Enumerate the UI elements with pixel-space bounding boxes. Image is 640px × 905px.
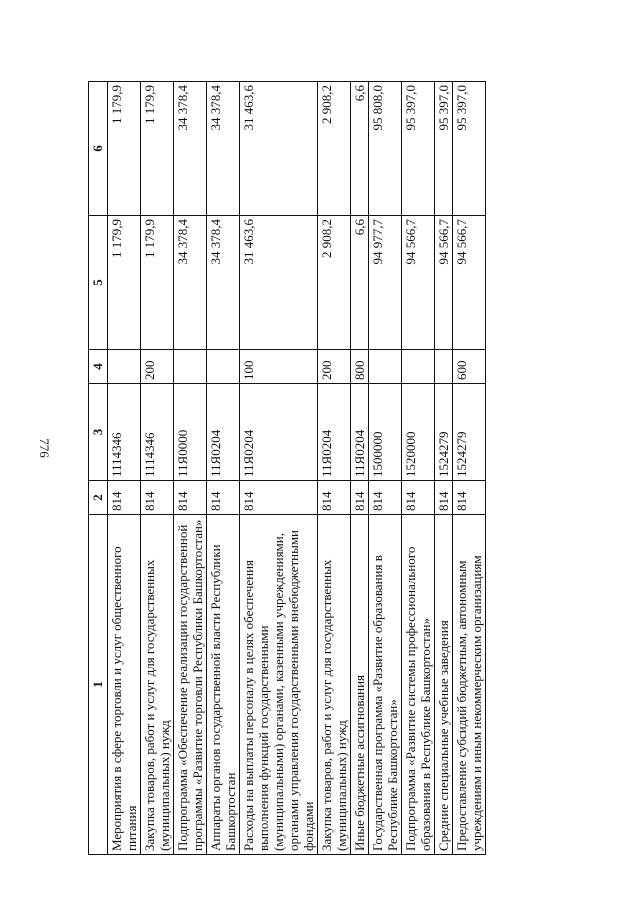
table-row [108, 82, 141, 855]
row-type-cell [174, 350, 207, 384]
budget-table [88, 81, 486, 855]
row-amount-1-cell: 31 463,6 [240, 216, 318, 350]
row-target-cell: 11Я0204 [318, 384, 351, 481]
table-row [351, 82, 369, 855]
row-code-cell: 814 [402, 481, 435, 515]
table-row [318, 82, 351, 855]
row-code-cell: 814 [369, 481, 402, 515]
row-code-cell: 814 [453, 481, 486, 515]
row-amount-2-cell: 2 908,2 [318, 82, 351, 216]
table-row [453, 82, 486, 855]
row-code-cell: 814 [174, 481, 207, 515]
row-amount-2-cell: 95 808,0 [369, 82, 402, 216]
table-header-row [89, 82, 108, 855]
table-row [240, 82, 318, 855]
row-name-cell: Расходы на выплаты персоналу в целях обеспечения выполнения функций государственными (муниципальными) органами, казенными учреждениями, органами управления государственными внебюджетными фондами [240, 515, 318, 855]
header-col-3: 3 [89, 384, 108, 481]
row-amount-1-cell: 34 378,4 [207, 216, 240, 350]
row-amount-2-cell: 1 179,9 [108, 82, 141, 216]
row-amount-1-cell: 94 566,7 [435, 216, 453, 350]
row-amount-1-cell: 6,6 [351, 216, 369, 350]
row-name-cell: Предоставление субсидий бюджетным, автономным учреждениям и иным некоммерческим организациям [453, 515, 486, 855]
row-type-cell: 600 [453, 350, 486, 384]
table-row [141, 82, 174, 855]
row-amount-2-cell: 95 397,0 [435, 82, 453, 216]
table-row [369, 82, 402, 855]
row-type-cell [435, 350, 453, 384]
table-row [435, 82, 453, 855]
header-col-6: 6 [89, 82, 108, 216]
row-name-cell: Аппараты органов государственной власти Республики Башкортостан [207, 515, 240, 855]
row-amount-1-cell: 94 566,7 [453, 216, 486, 350]
row-type-cell: 800 [351, 350, 369, 384]
row-target-cell: 11Я0204 [351, 384, 369, 481]
row-amount-2-cell: 34 378,4 [207, 82, 240, 216]
row-name-cell: Средние специальные учебные заведения [435, 515, 453, 855]
table-row [402, 82, 435, 855]
row-amount-1-cell: 1 179,9 [141, 216, 174, 350]
header-col-5: 5 [89, 216, 108, 350]
rotated-table-wrapper [88, 82, 625, 855]
row-amount-2-cell: 31 463,6 [240, 82, 318, 216]
row-type-cell: 100 [240, 350, 318, 384]
row-name-cell: Подпрограмма «Развитие системы профессионального образования в Республике Башкортостан» [402, 515, 435, 855]
row-target-cell: 1114346 [141, 384, 174, 481]
row-amount-1-cell: 1 179,9 [108, 216, 141, 350]
row-code-cell: 814 [435, 481, 453, 515]
row-type-cell [207, 350, 240, 384]
row-name-cell: Мероприятия в сфере торговли и услуг общественного питания [108, 515, 141, 855]
row-target-cell: 1500000 [369, 384, 402, 481]
row-amount-2-cell: 95 397,0 [402, 82, 435, 216]
row-type-cell: 200 [318, 350, 351, 384]
row-code-cell: 814 [240, 481, 318, 515]
row-amount-2-cell: 34 378,4 [174, 82, 207, 216]
table-row [174, 82, 207, 855]
row-target-cell: 1114346 [108, 384, 141, 481]
row-amount-1-cell: 94 566,7 [402, 216, 435, 350]
row-amount-2-cell: 95 397,0 [453, 82, 486, 216]
row-name-cell: Подпрограмма «Обеспечение реализации государственной программы «Развитие торговли Республики Башкортостан» [174, 515, 207, 855]
row-code-cell: 814 [108, 481, 141, 515]
header-col-2: 2 [89, 481, 108, 515]
row-amount-1-cell: 34 378,4 [174, 216, 207, 350]
table-row [207, 82, 240, 855]
row-target-cell: 11Я0204 [207, 384, 240, 481]
row-type-cell: 200 [141, 350, 174, 384]
row-target-cell: 1524279 [453, 384, 486, 481]
row-name-cell: Государственная программа «Развитие образования в Республике Башкортостан» [369, 515, 402, 855]
row-target-cell: 11Я0204 [240, 384, 318, 481]
row-target-cell: 1524279 [435, 384, 453, 481]
row-target-cell: 1520000 [402, 384, 435, 481]
row-code-cell: 814 [351, 481, 369, 515]
header-col-4: 4 [89, 350, 108, 384]
row-code-cell: 814 [141, 481, 174, 515]
row-type-cell [108, 350, 141, 384]
row-code-cell: 814 [207, 481, 240, 515]
row-target-cell: 11Я0000 [174, 384, 207, 481]
row-name-cell: Закупка товаров, работ и услуг для государственных (муниципальных) нужд [318, 515, 351, 855]
table-body [108, 82, 486, 855]
row-amount-2-cell: 1 179,9 [141, 82, 174, 216]
row-amount-2-cell: 6,6 [351, 82, 369, 216]
row-name-cell: Иные бюджетные ассигнования [351, 515, 369, 855]
row-name-cell: Закупка товаров, работ и услуг для государственных (муниципальных) нужд [141, 515, 174, 855]
row-type-cell [369, 350, 402, 384]
page-number: 776 [36, 438, 52, 458]
row-code-cell: 814 [318, 481, 351, 515]
row-type-cell [402, 350, 435, 384]
row-amount-1-cell: 2 908,2 [318, 216, 351, 350]
header-col-1: 1 [89, 515, 108, 855]
row-amount-1-cell: 94 977,7 [369, 216, 402, 350]
